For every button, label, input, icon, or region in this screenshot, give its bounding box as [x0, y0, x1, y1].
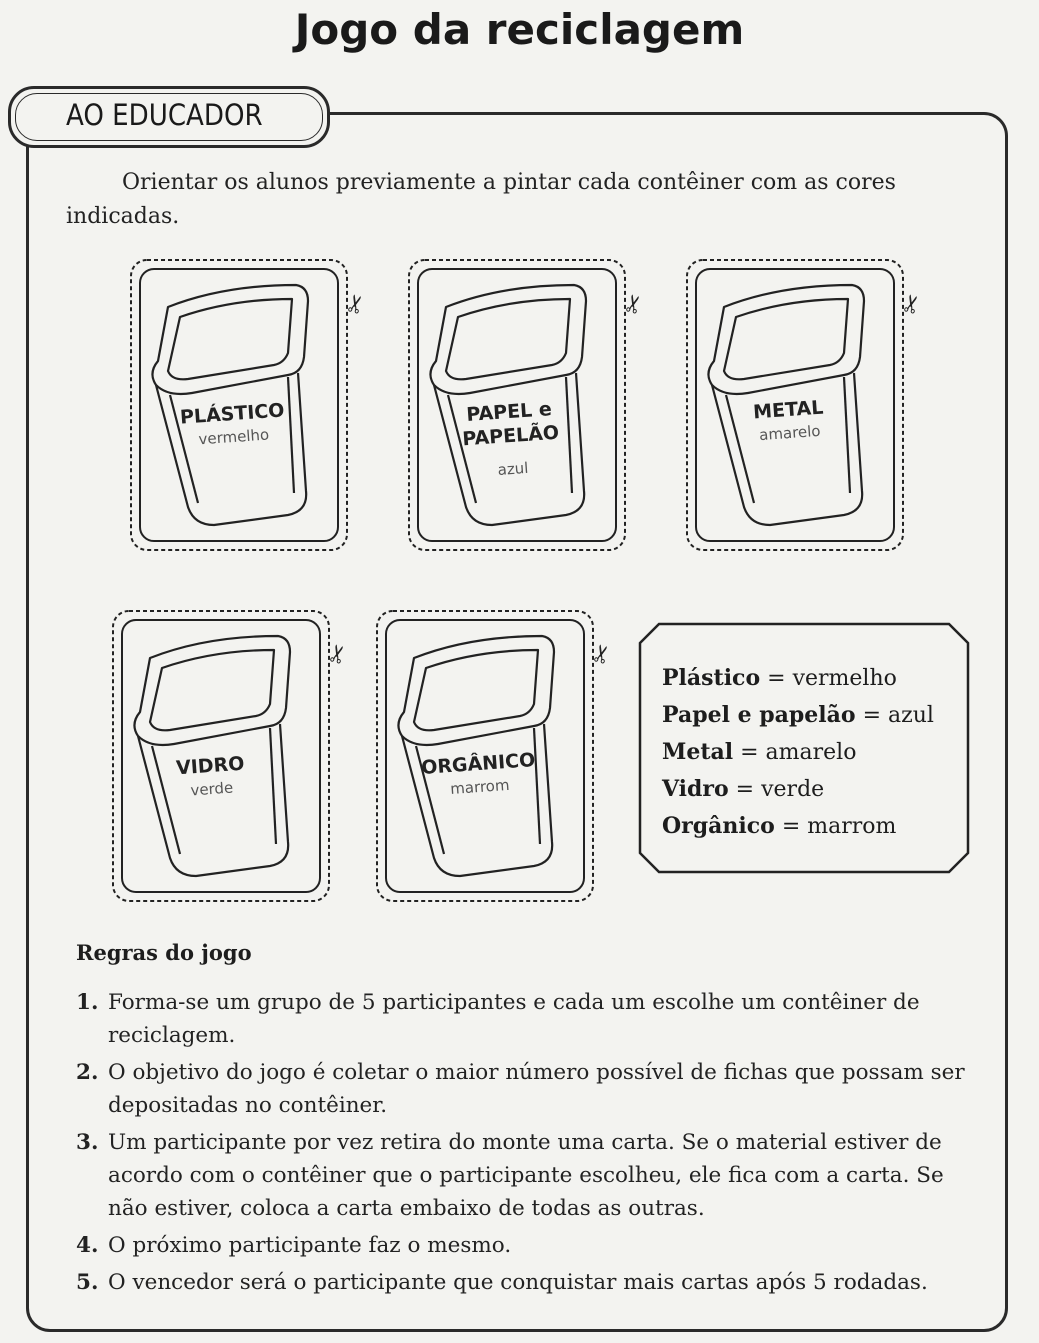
bin-name: ORGÂNICO [420, 749, 536, 779]
rule-text: O próximo participante faz o mesmo. [108, 1233, 512, 1258]
rule-number: 1. [76, 990, 99, 1015]
scissors-icon: ✂ [895, 290, 929, 318]
rule-item [76, 1266, 976, 1299]
rules-list [76, 986, 976, 1303]
bin-color: amarelo [758, 421, 822, 445]
bin-color: verde [189, 778, 234, 800]
rule-number: 3. [76, 1130, 99, 1155]
rule-item [76, 1229, 976, 1262]
bin-color: marrom [449, 775, 511, 799]
rule-item [76, 1126, 976, 1225]
rule-item [76, 1056, 976, 1122]
bin-name: VIDRO [175, 752, 246, 780]
legend-item: Orgânico = marrom [662, 813, 897, 839]
rule-number: 4. [76, 1233, 99, 1258]
color-legend [662, 660, 934, 845]
legend-item: Plástico = vermelho [662, 665, 897, 691]
intro-text: Orientar os alunos previamente a pintar cada contêiner com as cores indicadas. [66, 170, 896, 229]
bin-label-papel [443, 396, 578, 485]
bin-label-vidro [145, 750, 278, 805]
rule-text: O objetivo do jogo é coletar o maior número possível de fichas que possam ser depositadas no contêiner. [108, 1060, 965, 1118]
rules-heading: Regras do jogo [76, 940, 252, 965]
rule-number: 2. [76, 1060, 99, 1085]
rule-text: O vencedor será o participante que conquistar mais cartas após 5 rodadas. [108, 1270, 928, 1295]
bin-label-plastico [167, 398, 300, 453]
scissors-icon: ✂ [585, 640, 619, 668]
bin-name-line-2: PAPELÃO [461, 421, 560, 451]
rule-item [76, 986, 976, 1052]
bin-name: METAL [752, 396, 825, 424]
bin-name: PLÁSTICO [179, 399, 286, 429]
bin-name-line-1: PAPEL e [465, 398, 553, 427]
legend-item: Metal = amarelo [662, 739, 857, 765]
legend-item: Papel e papelão = azul [662, 702, 934, 728]
educator-label: AO EDUCADOR [66, 98, 263, 132]
rule-text: Um participante por vez retira do monte uma carta. Se o material estiver de acordo com o contêiner que o participante escolheu, ele fica com a carta. Se não estiver, coloca a carta embaixo de todas as outras. [108, 1130, 944, 1221]
rule-number: 5. [76, 1270, 99, 1295]
scissors-icon: ✂ [617, 290, 651, 318]
bin-color: vermelho [197, 425, 270, 449]
bin-label-metal [723, 394, 856, 449]
scissors-icon: ✂ [339, 290, 373, 318]
scissors-icon: ✂ [321, 640, 355, 668]
rule-text: Forma-se um grupo de 5 participantes e cada um escolhe um contêiner de reciclagem. [108, 990, 920, 1048]
bin-color: azul [497, 458, 529, 479]
legend-item: Vidro = verde [662, 776, 825, 802]
page-title: Jogo da reciclagem [294, 5, 745, 54]
